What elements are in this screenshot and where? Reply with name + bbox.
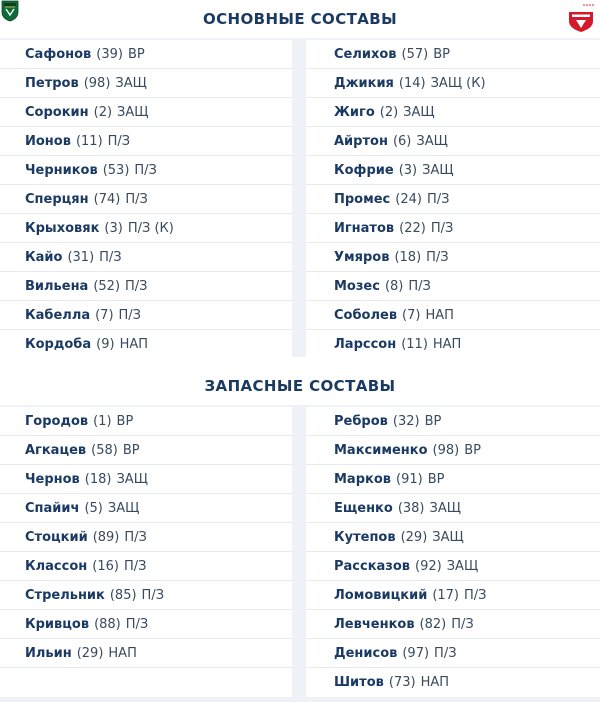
player-name[interactable]: Айртон [334,133,388,149]
player-position: П/З [464,587,487,603]
player-number: (9) [96,337,115,352]
player-row[interactable] [306,69,600,98]
player-row[interactable] [306,523,600,552]
player-number: (1) [93,413,112,429]
player-name[interactable]: Чернов [25,471,80,487]
player-position: П/З [125,278,148,294]
player-number: (53) [102,162,130,178]
player-name[interactable]: Соболев [334,307,398,323]
player-name[interactable]: Кофрие [334,162,394,178]
player-position: П/З [99,249,122,265]
player-name[interactable]: Ионов [25,133,71,149]
player-position: ЗАЩ [403,104,435,120]
player-position: ВР [122,442,140,458]
player-number: (5) [84,500,103,516]
player-position: ЗАЩ [416,133,448,149]
player-number: (2) [379,104,399,120]
player-position: П/З [118,307,142,323]
player-row[interactable] [0,610,292,639]
player-name[interactable]: Джикия [334,75,394,91]
player-number: (11) [401,337,428,352]
player-name[interactable]: Городов [25,413,89,429]
player-name[interactable]: Игнатов [334,220,395,236]
player-number: (97) [402,645,430,661]
player-name[interactable]: Кайо [25,249,63,265]
player-position: П/З [141,587,165,603]
player-position: НАП [432,337,462,352]
player-number: (32) [392,413,420,429]
player-position: П/З [125,616,149,632]
player-position: ЗАЩ [107,500,140,516]
player-position: НАП [425,307,454,323]
player-number: (58) [91,442,118,458]
player-number: (3) [104,220,123,236]
player-row[interactable] [0,639,292,668]
player-number: (73) [388,675,416,690]
player-number: (17) [432,587,459,603]
player-number: (7) [95,307,114,323]
player-position: ЗАЩ [115,75,147,91]
player-position: П/З [408,278,431,294]
player-position: П/З [451,616,474,632]
player-number: (38) [397,500,425,516]
player-row[interactable] [306,214,600,243]
player-row[interactable] [306,243,600,272]
player-name[interactable]: Селихов [334,46,397,62]
player-name[interactable]: Максименко [334,442,428,458]
player-name[interactable]: Сафонов [25,46,92,62]
player-position: П/З [125,191,148,207]
player-row[interactable] [0,552,292,581]
player-number: (98) [83,75,111,91]
player-name[interactable]: Агкацев [25,442,87,458]
player-number: (89) [92,529,120,545]
player-number: (11) [75,133,103,149]
player-name[interactable]: Ильин [25,645,72,661]
player-name[interactable]: Кривцов [25,616,90,632]
player-name[interactable]: Жиго [334,104,375,120]
player-name[interactable]: Ларссон [334,337,397,352]
player-name[interactable]: Кордоба [25,337,92,352]
player-row [0,668,292,697]
player-number: (85) [109,587,137,603]
player-name[interactable]: Промес [334,191,391,207]
player-number: (29) [400,529,428,545]
player-position: ЗАЩ [446,558,479,574]
player-number: (14) [398,75,426,91]
player-name[interactable]: Кутепов [334,529,396,545]
player-row[interactable] [0,301,292,330]
player-row[interactable] [0,407,292,436]
player-number: (16) [92,558,119,574]
player-number: (31) [67,249,95,265]
player-name[interactable]: Крыховяк [25,220,100,236]
away-subs-lineup [306,407,600,697]
krasnodar-logo-icon[interactable] [1,0,19,22]
player-position: П/З [123,558,147,574]
player-position: ВР [116,413,134,429]
player-name[interactable]: Вильена [25,278,89,294]
player-position: П/З [107,133,131,149]
player-position: НАП [119,337,149,352]
player-row[interactable] [0,523,292,552]
player-position: ВР [127,46,145,62]
player-position: ВР [464,442,481,458]
player-position: ЗАЩ [116,471,148,487]
player-name[interactable]: Кабелла [25,307,91,323]
player-position: П/З [434,645,457,661]
player-number: (29) [76,645,104,661]
player-name[interactable]: Черников [25,162,98,178]
player-position: П/З [426,249,449,265]
player-number: (82) [419,616,447,632]
player-row[interactable] [306,272,600,301]
player-position: ЗАЩ [117,104,149,120]
player-row[interactable] [306,301,600,330]
player-row[interactable] [0,465,292,494]
player-number: (92) [415,558,442,574]
player-row[interactable] [0,436,292,465]
player-name[interactable]: Стрельник [25,587,105,603]
subs-lineups [0,405,600,702]
player-row[interactable] [0,40,292,69]
spartak-logo-icon[interactable] [563,2,599,34]
player-number: (18) [394,249,422,265]
player-row[interactable] [0,156,292,185]
player-name[interactable]: Ломовицкий [334,587,428,603]
player-position: ВР [424,413,442,429]
home-main-lineup [0,40,292,359]
player-row[interactable] [306,610,600,639]
player-name[interactable]: Умяров [334,249,390,265]
player-row[interactable] [0,69,292,98]
player-position: ЗАЩ [432,529,464,545]
player-row[interactable] [0,98,292,127]
player-position: ЗАЩ [422,162,454,178]
player-number: (2) [93,104,113,120]
player-row[interactable] [306,668,600,697]
away-main-lineup [306,40,600,359]
player-row[interactable] [306,127,600,156]
player-name[interactable]: Левченков [334,616,415,632]
player-row[interactable] [306,465,600,494]
player-number: (39) [96,46,123,62]
subs-title: ЗАПАСНЫЕ СОСТАВЫ [204,377,396,395]
player-name[interactable]: Ребров [334,413,388,429]
player-row[interactable] [0,127,292,156]
player-name[interactable]: Рассказов [334,558,411,574]
main-lineups-header [0,0,600,38]
player-row[interactable] [306,330,600,359]
player-number: (7) [402,307,421,323]
player-number: (6) [392,133,412,149]
player-number: (74) [93,191,121,207]
home-subs-lineup [0,407,292,697]
player-name[interactable]: Петров [25,75,79,91]
player-position: НАП [420,675,450,690]
player-row[interactable] [306,581,600,610]
player-row[interactable] [0,581,292,610]
player-row[interactable] [0,185,292,214]
player-number: (22) [399,220,426,236]
player-position: П/З [124,529,147,545]
player-name[interactable]: Сорокин [25,104,89,120]
player-row[interactable] [306,494,600,523]
player-name[interactable]: Денисов [334,645,398,661]
player-position: П/З [426,191,450,207]
player-row[interactable] [0,214,292,243]
player-position: ВР [427,471,445,487]
player-number: (88) [94,616,121,632]
player-number: (98) [432,442,460,458]
player-row[interactable] [0,330,292,359]
player-number: (3) [398,162,418,178]
player-row[interactable] [0,243,292,272]
player-name[interactable]: Шитов [334,675,384,690]
player-row[interactable] [306,436,600,465]
player-position: ЗАЩ (К) [430,75,486,91]
player-row[interactable] [306,156,600,185]
player-row[interactable] [0,494,292,523]
player-row[interactable] [306,639,600,668]
player-name[interactable]: Ещенко [334,500,393,516]
player-name[interactable]: Классон [25,558,88,574]
player-name[interactable]: Сперцян [25,191,89,207]
player-row[interactable] [306,40,600,69]
player-number: (91) [396,471,423,487]
player-name[interactable]: Мозес [334,278,380,294]
player-row[interactable] [306,552,600,581]
main-lineups [0,38,600,357]
player-row[interactable] [306,98,600,127]
player-number: (8) [384,278,404,294]
player-name[interactable]: Марков [334,471,391,487]
player-row[interactable] [306,407,600,436]
player-position: ВР [433,46,450,62]
player-position: П/З (К) [127,220,174,236]
player-position: НАП [108,645,137,661]
player-number: (24) [395,191,422,207]
player-number: (18) [84,471,112,487]
player-name[interactable]: Стоцкий [25,529,88,545]
player-row[interactable] [0,272,292,301]
player-position: П/З [430,220,454,236]
player-row[interactable] [306,185,600,214]
player-number: (57) [401,46,429,62]
player-name[interactable]: Спайич [25,500,80,516]
main-lineups-title: ОСНОВНЫЕ СОСТАВЫ [202,10,398,28]
subs-header [0,367,600,405]
player-number: (52) [93,278,121,294]
player-position: ЗАЩ [429,500,461,516]
player-position: П/З [134,162,157,178]
